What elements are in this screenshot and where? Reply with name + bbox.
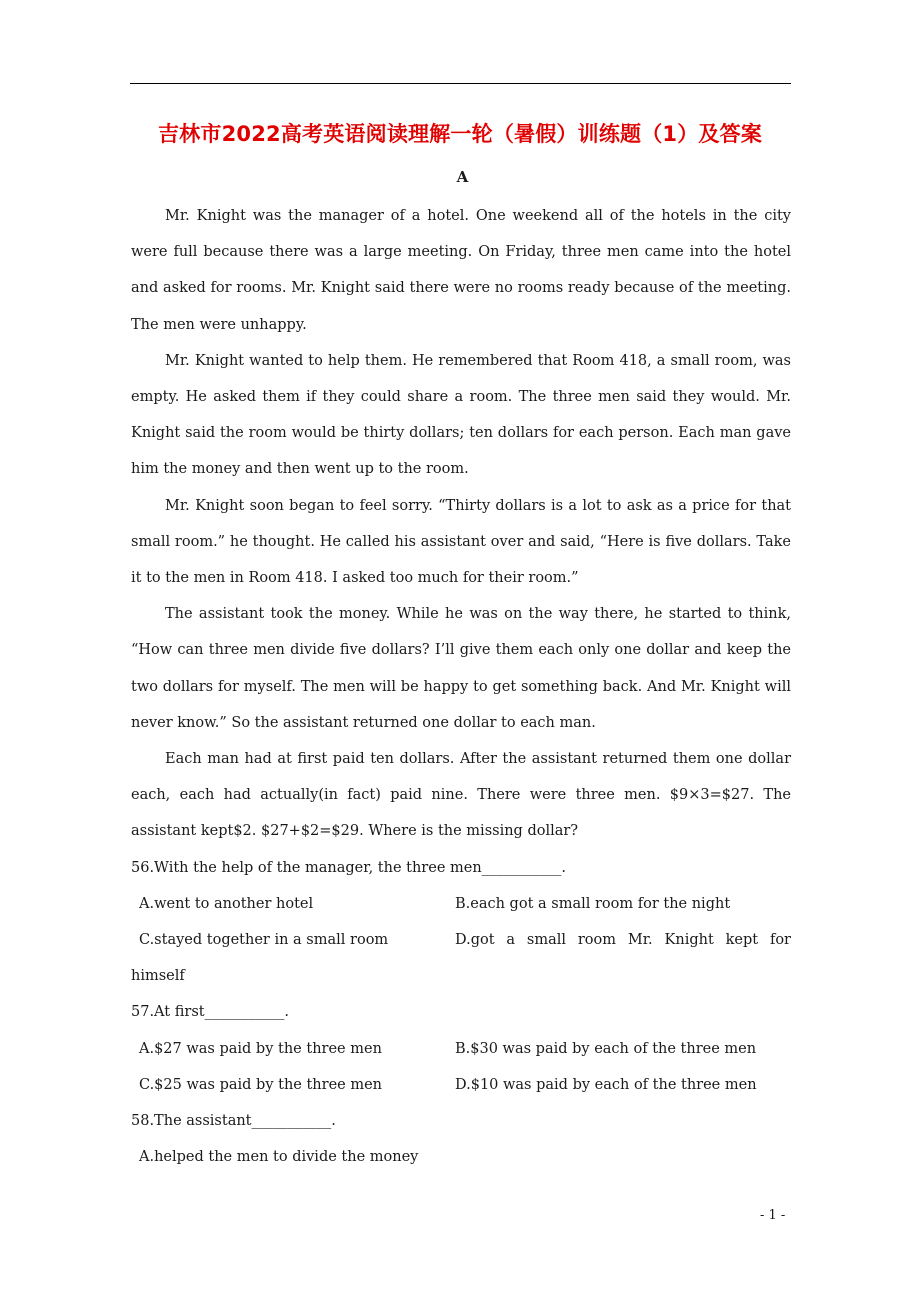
question-57-option-c: C.$25 was paid by the three men	[139, 1076, 383, 1093]
question-56-options-row-1	[131, 886, 791, 922]
paragraph-4: The assistant took the money. While he was on the way there, he started to think, “How can three men divide five dollars? I’ll give them each only one dollar and keep the two dollars for myself. The men will be happy to get something back. And Mr. Knight will never know.” So the assistant returned one dollar to each man.	[131, 606, 791, 731]
document-title: 吉林市2022高考英语阅读理解一轮（暑假）训练题（1）及答案	[157, 122, 763, 146]
paragraph-1: Mr. Knight was the manager of a hotel. One weekend all of the hotels in the city were full because there was a large meeting. On Friday, three men came into the hotel and asked for rooms. Mr. Knight said there were no rooms ready because of the meeting. The men were unhappy.	[131, 208, 791, 333]
header-rule	[130, 83, 791, 84]
question-58-stem: 58.The assistant___________.	[131, 1113, 336, 1130]
question-56-option-d-continuation: himself	[131, 968, 185, 985]
question-58-option-a: A.helped the men to divide the money	[139, 1149, 419, 1166]
question-57-option-b: B.$30 was paid by each of the three men	[455, 1040, 757, 1057]
document-body	[131, 198, 791, 1175]
question-56-stem: 56.With the help of the manager, the three men___________.	[131, 859, 567, 876]
question-57-options-row-2	[131, 1067, 791, 1103]
paragraph-2: Mr. Knight wanted to help them. He remembered that Room 418, a small room, was empty. He asked them if they could share a room. The three men said they would. Mr. Knight said the room would be thirty dollars; ten dollars for each person. Each man gave him the money and then went up to the room.	[131, 352, 791, 478]
page-number: - 1 -	[760, 1208, 786, 1223]
question-57-stem: 57.At first___________.	[131, 1004, 289, 1021]
question-56-option-b: B.each got a small room for the night	[455, 895, 731, 912]
question-57-option-d: D.$10 was paid by each of the three men	[455, 1076, 757, 1093]
question-56-option-d: D.got a small room Mr. Knight kept for	[455, 932, 791, 949]
question-56-option-a: A.went to another hotel	[139, 895, 314, 912]
paragraph-3: Mr. Knight soon began to feel sorry. “Thirty dollars is a lot to ask as a price for that small room.” he thought. He called his assistant over and said, “Here is five dollars. Take it to the men in Room 418. I asked too much for their room.”	[131, 497, 791, 587]
paragraph-5: Each man had at first paid ten dollars. After the assistant returned them one dollar each, each had actually(in fact) paid nine. There were three men. $9×3=$27. The assistant kept$2. $27+$2=$29. Where is the missing dollar?	[131, 751, 791, 840]
question-57-options-row-1	[131, 1031, 791, 1067]
question-56-options-row-2	[131, 922, 791, 958]
question-57-option-a: A.$27 was paid by the three men	[139, 1040, 382, 1057]
section-label: A	[456, 168, 469, 186]
question-56-option-c: C.stayed together in a small room	[139, 932, 389, 949]
